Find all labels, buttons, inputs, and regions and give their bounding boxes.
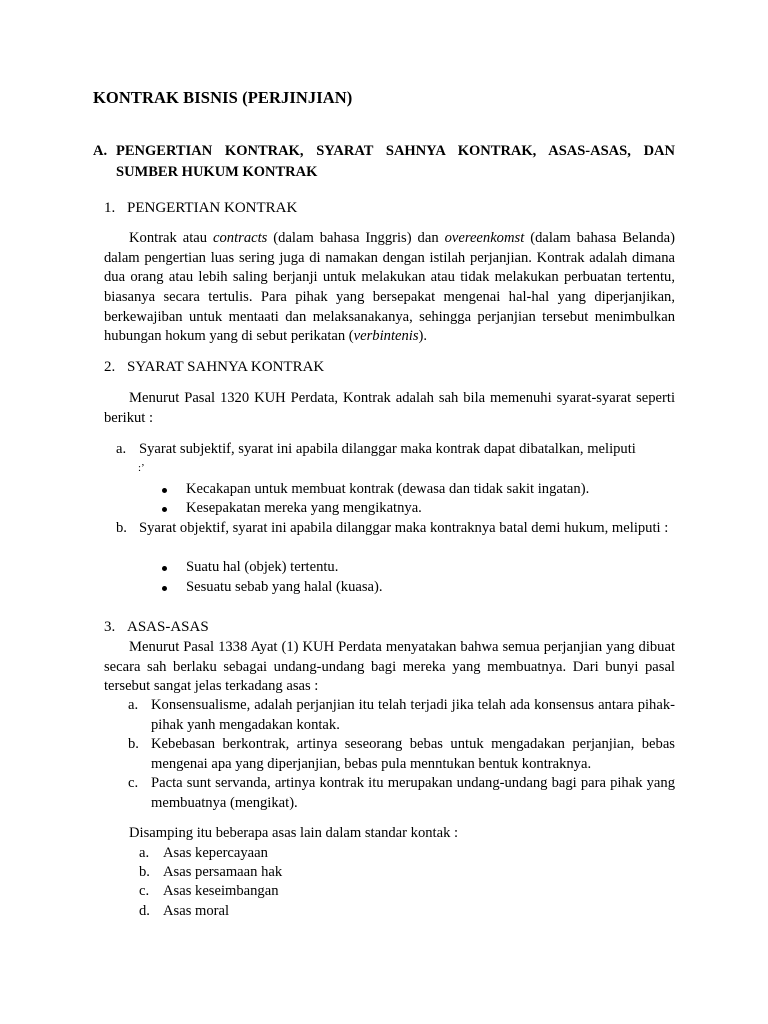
list-item-text: Asas keseimbangan <box>163 883 279 899</box>
list-item-text: Pacta sunt servanda, artinya kontrak itu merupakan undang-undang bagi para pihak yang membuatnya (mengikat). <box>151 775 675 811</box>
bullet-icon <box>162 488 167 493</box>
section-a-title: PENGERTIAN KONTRAK, SYARAT SAHNYA KONTRAK, ASAS-ASAS, DAN SUMBER HUKUM KONTRAK <box>116 143 675 180</box>
list-item-text: Syarat objektif, syarat ini apabila dilanggar maka kontraknya batal demi hukum, meliputi : <box>139 520 669 536</box>
subsection-2-number: 2. <box>104 359 116 375</box>
list-item-marker: c. <box>139 883 150 899</box>
list-item-text: Asas kepercayaan <box>163 845 268 861</box>
list-item-marker: a. <box>128 697 139 713</box>
list-item-text: Kebebasan berkontrak, artinya seseorang bebas untuk mengadakan perjanjian, bebas mengenai apa yang diperjanjian, bebas pula menntukan bentuk kontraknya. <box>151 736 675 772</box>
subsection-3-intro: Menurut Pasal 1338 Ayat (1) KUH Perdata menyatakan bahwa semua perjanjian yang dibuat secara sah berlaku sebagai undang-undang bagi mereka yang membuatnya. Dari bunyi pasal tersebut sangat jelas terkadang asas : <box>104 639 675 695</box>
bullet-item <box>162 578 675 598</box>
subsection-3-title: ASAS-ASAS <box>127 619 209 635</box>
list-item-marker: a. <box>116 441 127 457</box>
list-item <box>139 844 539 864</box>
bullet-item <box>162 558 675 578</box>
bullet-item <box>162 480 675 500</box>
list-item <box>116 519 675 539</box>
list-item-marker: b. <box>128 736 139 752</box>
other-principles-intro: Disamping itu beberapa asas lain dalam standar kontak : <box>129 825 459 841</box>
subsection-1-number: 1. <box>104 200 116 216</box>
bullet-text: Suatu hal (objek) tertentu. <box>186 559 339 575</box>
subsection-1-paragraph: Kontrak atau contracts (dalam bahasa Inggris) dan overeenkomst (dalam bahasa Belanda) dalam pengertian luas sering juga di namakan dengan istilah perjanjian. Kontrak adalah dimana dua orang atau lebih saling berjanji untuk melakukan atau tidak melakukan perbuatan tertentu, biasanya secara tertulis. Para pihak yang bersepakat mengenai hal-hal yang diperjanjikan, berkewajiban untuk mentaati dan melaksanakanya, sehingga perjanjian tersebut menimbulkan hubungan hokum yang di sebut perikatan (verbintenis). <box>104 230 675 345</box>
subsection-2-title: SYARAT SAHNYA KONTRAK <box>127 359 325 375</box>
list-item-marker: b. <box>116 520 127 536</box>
term-overeenkomst: overeenkomst <box>444 230 525 246</box>
subsection-3-heading <box>104 618 209 638</box>
subsection-1-title: PENGERTIAN KONTRAK <box>127 200 298 216</box>
subsection-2-heading <box>104 358 324 378</box>
bullet-item <box>162 499 675 519</box>
bullet-text: Kecakapan untuk membuat kontrak (dewasa dan tidak sakit ingatan). <box>186 481 590 497</box>
list-item-text: Asas moral <box>163 903 230 919</box>
stray-marks: :’ <box>138 462 145 474</box>
subsection-3-number: 3. <box>104 619 116 635</box>
list-item-marker: c. <box>128 775 139 791</box>
section-a-marker: A. <box>93 143 108 159</box>
list-item-text: Konsensualisme, adalah perjanjian itu telah terjadi jika telah ada konsensus antara pihak-pihak yanh mengadakan kontak. <box>151 697 675 733</box>
term-verbintenis: verbintenis <box>353 328 419 345</box>
bullet-icon <box>162 507 167 512</box>
list-item-marker: d. <box>139 903 150 919</box>
subsection-2-intro: Menurut Pasal 1320 KUH Perdata, Kontrak adalah sah bila memenuhi syarat-syarat seperti berikut : <box>104 390 675 426</box>
list-item <box>139 902 539 922</box>
bullet-text: Kesepakatan mereka yang mengikatnya. <box>186 500 422 516</box>
section-a-heading <box>93 141 675 183</box>
list-item <box>139 882 539 902</box>
term-contracts: contracts <box>213 230 268 246</box>
list-item-text: Syarat subjektif, syarat ini apabila dilanggar maka kontrak dapat dibatalkan, meliputi <box>139 441 636 457</box>
list-item-marker: a. <box>139 845 150 861</box>
subsection-1-heading <box>104 199 297 219</box>
list-item <box>139 863 539 883</box>
list-item-marker: b. <box>139 864 150 880</box>
bullet-icon <box>162 566 167 571</box>
list-item <box>116 440 675 460</box>
list-item <box>128 774 675 813</box>
document-title: KONTRAK BISNIS (PERJINJIAN) <box>93 88 353 107</box>
list-item-text: Asas persamaan hak <box>163 864 283 880</box>
list-item <box>128 696 675 735</box>
bullet-text: Sesuatu sebab yang halal (kuasa). <box>186 579 383 595</box>
bullet-icon <box>162 586 167 591</box>
list-item <box>128 735 675 774</box>
